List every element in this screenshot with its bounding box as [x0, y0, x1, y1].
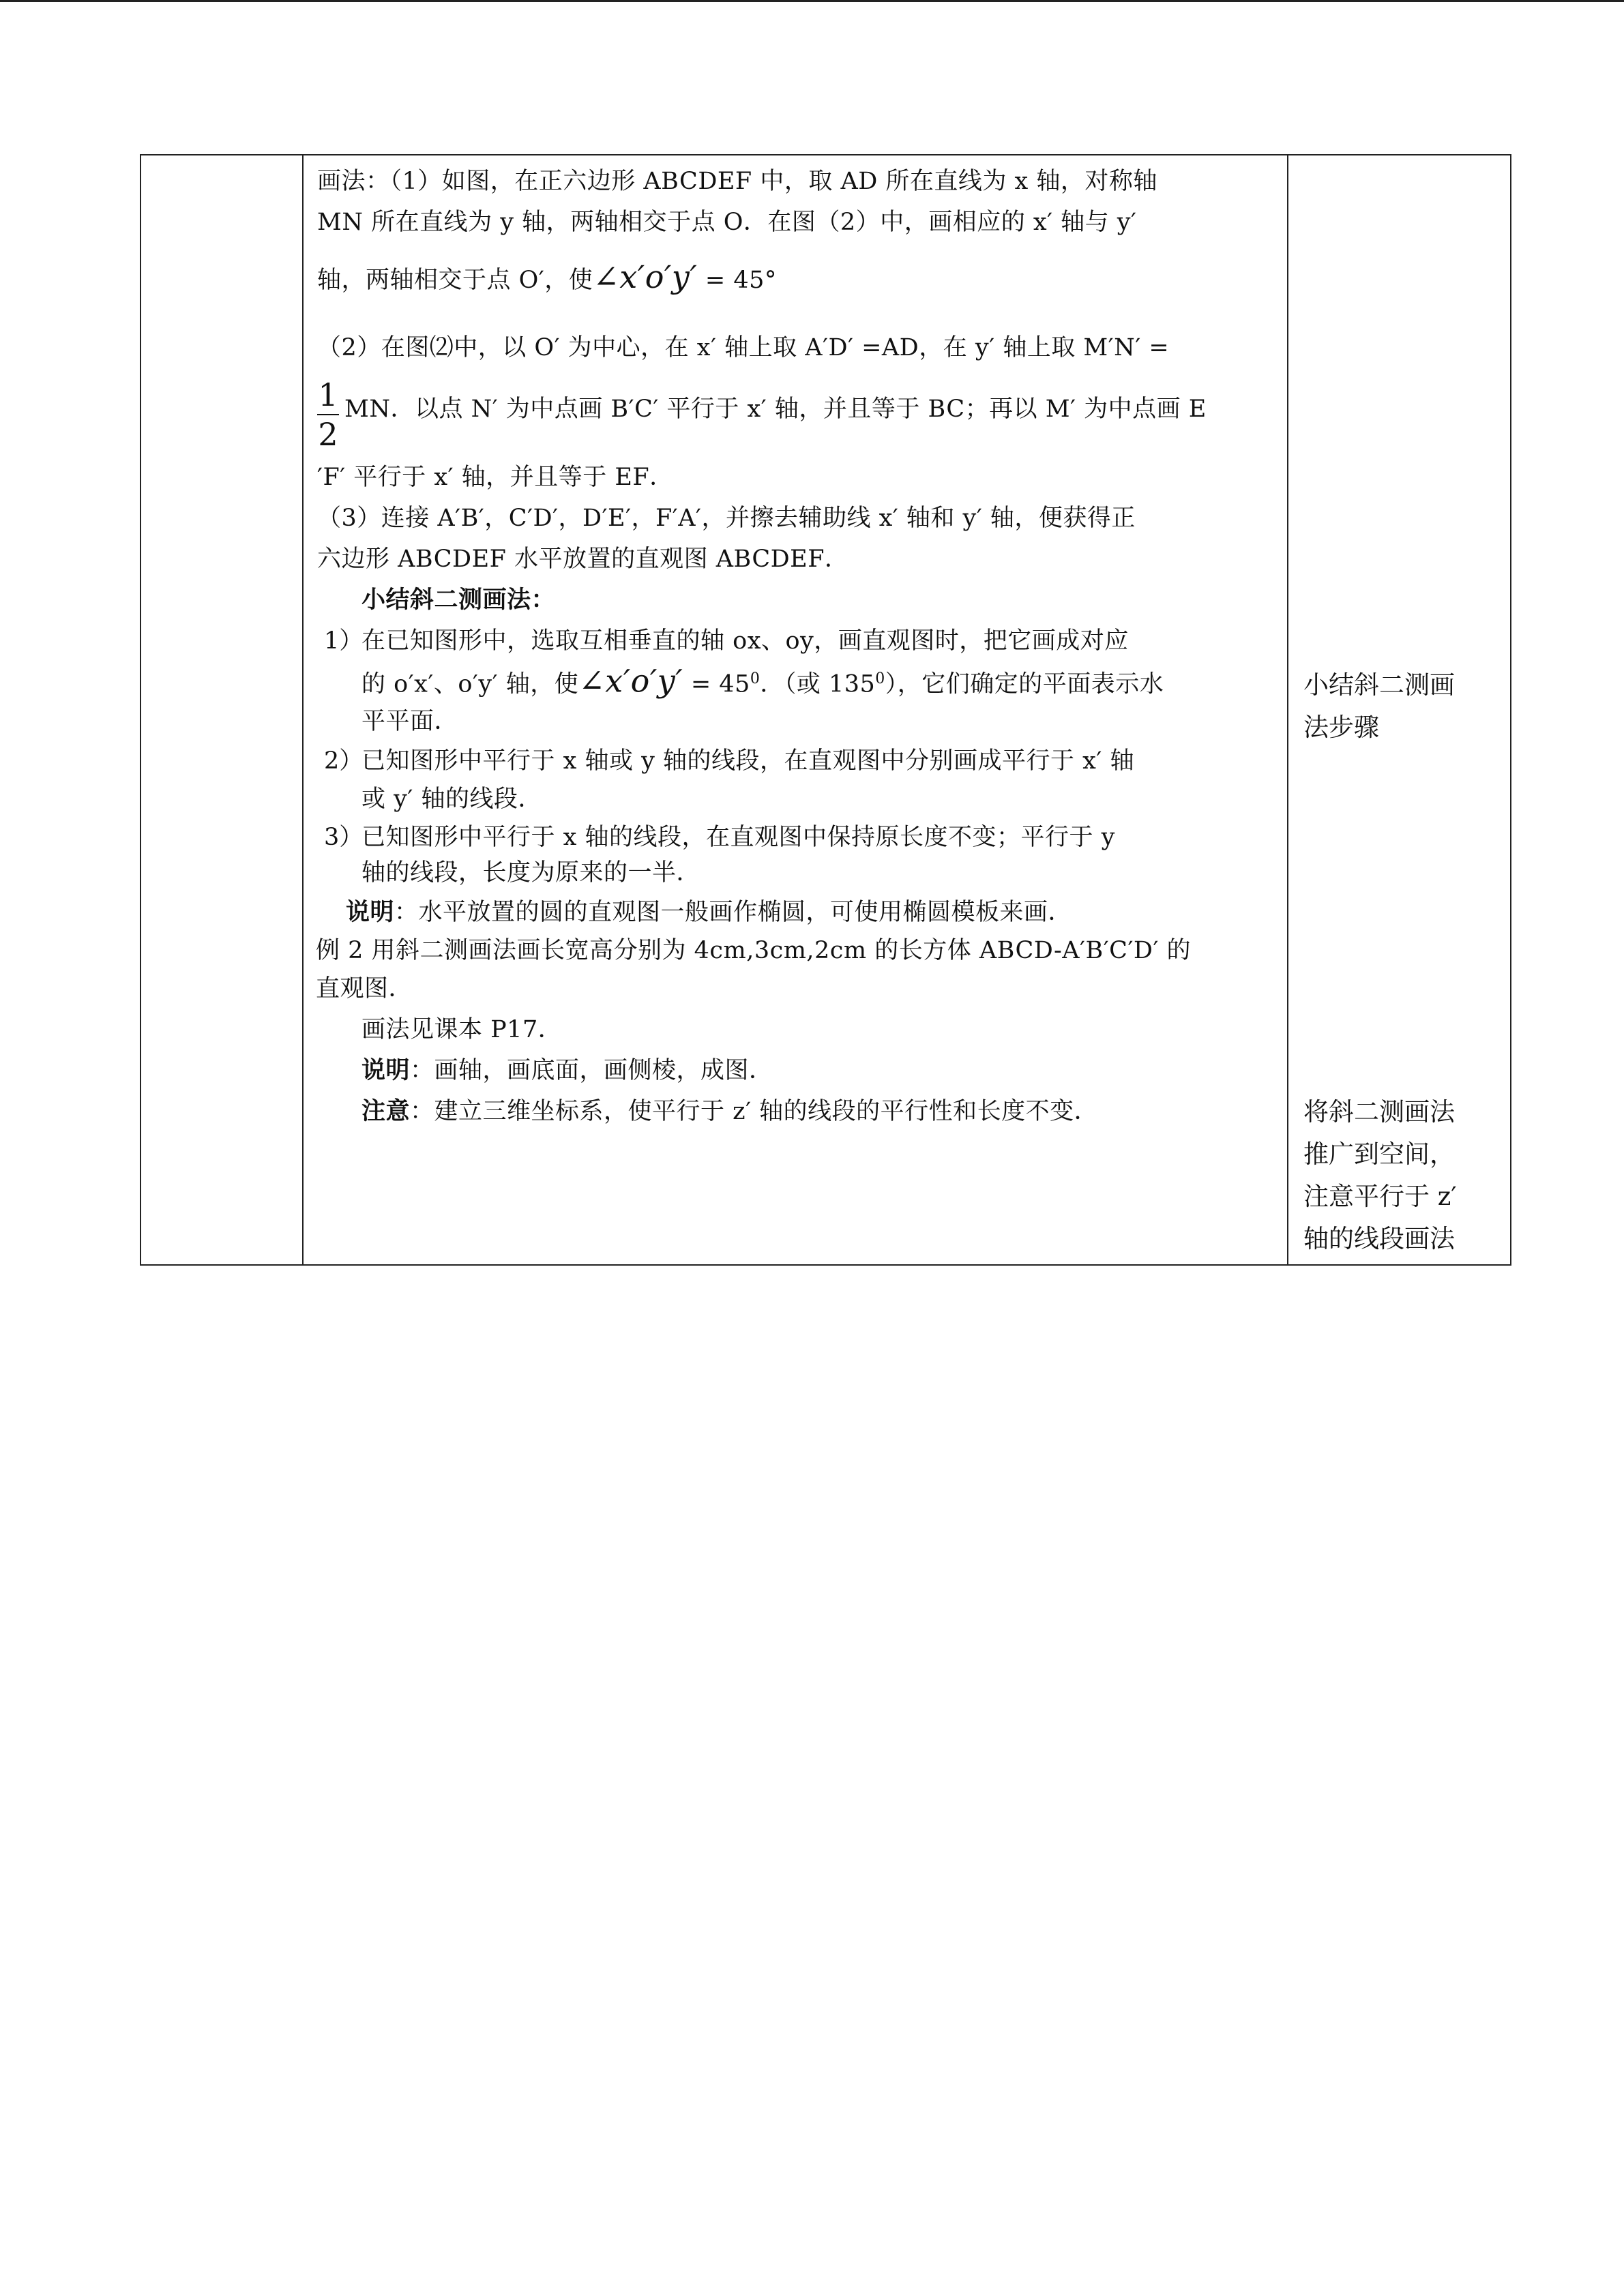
note-1-text: ：水平放置的圆的直观图一般画作椭圆，可使用椭圆模板来画．: [394, 899, 1073, 926]
step-1-line-2-end: ），它们确定的平面表示水: [885, 670, 1164, 698]
method-line-8: 六边形 ABCDEF 水平放置的直观图 ABCDEF．: [317, 546, 849, 573]
fraction-one-half: [314, 377, 342, 452]
side-note-2-line-4: 轴的线段画法: [1303, 1224, 1455, 1253]
method-line-2: MN 所在直线为 y 轴，两轴相交于点 O．在图（2）中，画相应的 x′ 轴与 y′: [317, 209, 1137, 236]
step-1-line-1: 在已知图形中，选取互相垂直的轴 ox、oy，画直观图时，把它画成对应: [361, 627, 1129, 655]
note-3-text: ：建立三维坐标系，使平行于 z′ 轴的线段的平行性和长度不变．: [410, 1098, 1099, 1125]
note-2-label: 说明: [361, 1056, 411, 1084]
method-line-3-text: 轴，两轴相交于点 O′，使: [317, 267, 593, 294]
method-line-4: （2）在图⑵中，以 O′ 为中心，在 x′ 轴上取 A′D′ =AD，在 y′ 轴上取 M′N′ =: [317, 334, 1170, 361]
note-3-label: 注意: [361, 1097, 411, 1125]
angle-equals: = 45°: [697, 267, 777, 294]
side-notes-cell: [1288, 155, 1511, 1265]
note-2: [361, 1056, 773, 1086]
example-2-line-3: 画法见课本 P17．: [361, 1016, 563, 1043]
table-row: [141, 155, 1511, 1265]
step-2-line-1: 已知图形中平行于 x 轴或 y 轴的线段，在直观图中分别画成平行于 x′ 轴: [361, 747, 1134, 775]
method-line-6: ′F′ 平行于 x′ 轴，并且等于 EF．: [317, 464, 674, 491]
step-1-line-3: 平平面．: [361, 708, 459, 735]
degree-superscript: 0: [750, 670, 761, 687]
method-line-7: （3）连接 A′B′，C′D′，D′E′，F′A′，并擦去辅助线 x′ 轴和 y′ 轴，便获得正: [317, 505, 1136, 532]
summary-title: 小结斜二测画法：: [361, 586, 556, 614]
side-note-2-line-1: 将斜二测画法: [1303, 1097, 1455, 1127]
step-1-angle-equals: = 45: [683, 670, 750, 698]
side-notes: [1288, 155, 1510, 1264]
main-content: [304, 155, 1287, 1264]
fraction-numerator: 1: [318, 376, 338, 413]
step-2-number: 2）: [324, 747, 364, 775]
page-top-border: [0, 0, 1624, 2]
side-note-2-line-2: 推广到空间，: [1303, 1139, 1455, 1169]
step-1-alt-angle: ．（或 135: [760, 670, 876, 698]
note-1: [346, 897, 1072, 927]
side-note-1-line-2: 法步骤: [1303, 713, 1379, 742]
step-1-number: 1）: [324, 627, 364, 655]
note-1-label: 说明: [346, 898, 395, 926]
degree-superscript-2: 0: [875, 670, 885, 687]
step-3-line-1: 已知图形中平行于 x 轴的线段，在直观图中保持原长度不变；平行于 y: [361, 824, 1115, 851]
example-2-line-2: 直观图．: [316, 975, 413, 1002]
example-2-line-1: 例 2 用斜二测画法画长宽高分别为 4cm,3cm,2cm 的长方体 ABCD-A′B′C′D′ 的: [316, 937, 1192, 964]
method-line-3: [317, 258, 777, 295]
note-3: [361, 1097, 1098, 1127]
step-1-line-2-text: 的 o′x′、o′y′ 轴，使: [361, 670, 579, 698]
side-note-1-line-1: 小结斜二测画: [1303, 670, 1455, 700]
method-line-5: MN．以点 N′ 为中点画 B′C′ 平行于 x′ 轴，并且等于 BC；再以 M′ 为中点画 E: [344, 396, 1207, 423]
step-1-angle-formula: ∠x′o′y′: [578, 662, 683, 700]
note-2-text: ：画轴，画底面，画侧棱，成图．: [410, 1057, 773, 1084]
lesson-table: [140, 154, 1511, 1266]
step-3-number: 3）: [324, 824, 364, 851]
fraction-bar: [317, 414, 339, 415]
step-2-line-2: 或 y′ 轴的线段．: [361, 786, 542, 813]
main-content-cell: [303, 155, 1288, 1265]
fraction-denominator: 2: [318, 416, 338, 453]
method-line-1: 画法：（1）如图，在正六边形 ABCDEF 中，取 AD 所在直线为 x 轴，对称轴: [317, 168, 1157, 195]
left-column-cell: [141, 155, 303, 1265]
step-1-line-2: [361, 664, 1164, 700]
angle-formula: ∠x′o′y′: [593, 258, 698, 295]
step-3-line-2: 轴的线段，长度为原来的一半．: [361, 859, 701, 886]
side-note-2-line-3: 注意平行于 z′: [1303, 1182, 1457, 1211]
